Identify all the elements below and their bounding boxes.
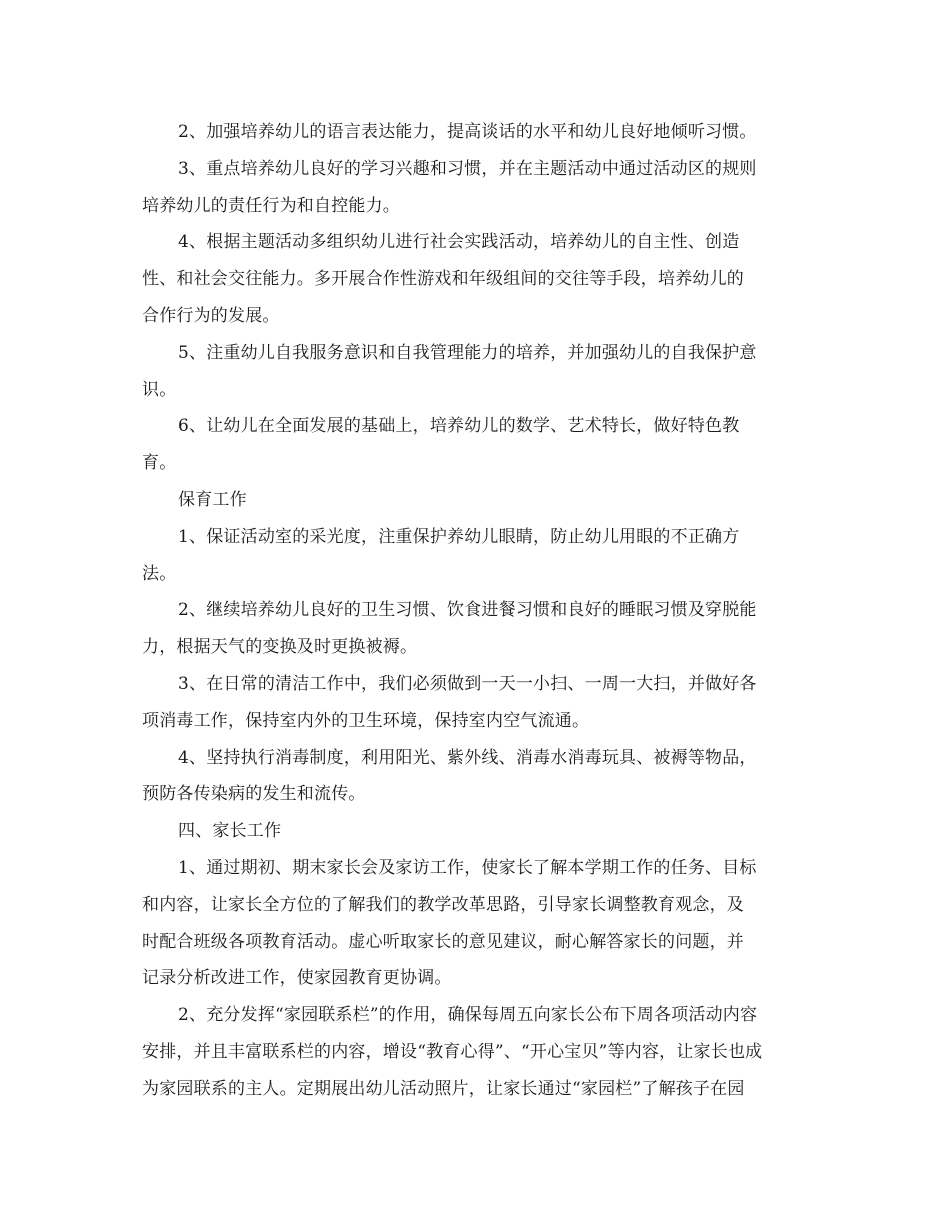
paragraph — [142, 813, 812, 850]
text-line: 1、通过期初、期末家长会及家访工作，使家长了解本学期工作的任务、目标 — [178, 857, 757, 878]
paragraph — [142, 114, 812, 151]
text-line: 预防各传染病的发生和流传。 — [142, 784, 366, 805]
text-line: 性、和社会交往能力。多开展合作性游戏和年级组间的交往等手段，培养幼儿的 — [142, 269, 744, 290]
text-line: 2、充分发挥“家园联系栏”的作用，确保每周五向家长公布下周各项活动内容 — [178, 1005, 758, 1026]
text-line: 3、重点培养幼儿良好的学习兴趣和习惯，并在主题活动中通过活动区的规则 — [178, 158, 757, 179]
paragraph — [142, 482, 812, 519]
text-line: 培养幼儿的责任行为和自控能力。 — [142, 195, 400, 216]
paragraph — [142, 224, 812, 334]
paragraph — [142, 592, 812, 666]
text-line: 时配合班级各项教育活动。虚心听取家长的意见建议，耐心解答家长的问题，并 — [142, 931, 744, 952]
text-line: 识。 — [142, 379, 177, 400]
text-line: 记录分析改进工作，使家园教育更协调。 — [142, 968, 452, 989]
paragraph — [142, 740, 812, 814]
text-line: 2、继续培养幼儿良好的卫生习惯、饮食进餐习惯和良好的睡眠习惯及穿脱能 — [178, 600, 757, 621]
text-line: 为家园联系的主人。定期展出幼儿活动照片，让家长通过“家园栏”了解孩子在园 — [142, 1078, 745, 1099]
text-line: 4、坚持执行消毒制度，利用阳光、紫外线、消毒水消毒玩具、被褥等物品， — [178, 747, 757, 768]
document-body — [142, 114, 812, 1108]
text-line: 保育工作 — [178, 489, 247, 510]
paragraph — [142, 997, 812, 1107]
text-line: 4、根据主题活动多组织幼儿进行社会实践活动，培养幼儿的自主性、创造 — [178, 232, 740, 253]
text-line: 安排，并且丰富联系栏的内容，增设“教育心得”、“开心宝贝”等内容，让家长也成 — [142, 1041, 763, 1062]
text-line: 项消毒工作，保持室内外的卫生环境，保持室内空气流通。 — [142, 710, 590, 731]
text-line: 法。 — [142, 563, 177, 584]
paragraph — [142, 335, 812, 409]
paragraph — [142, 666, 812, 740]
text-line: 育。 — [142, 453, 177, 474]
text-line: 2、加强培养幼儿的语言表达能力，提高谈话的水平和幼儿良好地倾听习惯。 — [178, 122, 757, 142]
text-line: 5、注重幼儿自我服务意识和自我管理能力的培养，并加强幼儿的自我保护意 — [178, 342, 757, 363]
paragraph — [142, 850, 812, 997]
text-line: 力，根据天气的变换及时更换被褥。 — [142, 637, 418, 658]
paragraph — [142, 519, 812, 593]
text-line: 6、让幼儿在全面发展的基础上，培养幼儿的数学、艺术特长，做好特色教 — [178, 416, 740, 437]
text-line: 四、家长工作 — [178, 821, 282, 842]
text-line: 3、在日常的清洁工作中，我们必须做到一天一小扫、一周一大扫，并做好各 — [178, 673, 757, 694]
paragraph — [142, 151, 812, 225]
text-line: 和内容，让家长全方位的了解我们的教学改革思路，引导家长调整教育观念，及 — [142, 894, 744, 915]
text-line: 1、保证活动室的采光度，注重保护养幼儿眼睛，防止幼儿用眼的不正确方 — [178, 526, 740, 547]
paragraph — [142, 408, 812, 482]
text-line: 合作行为的发展。 — [142, 305, 280, 326]
